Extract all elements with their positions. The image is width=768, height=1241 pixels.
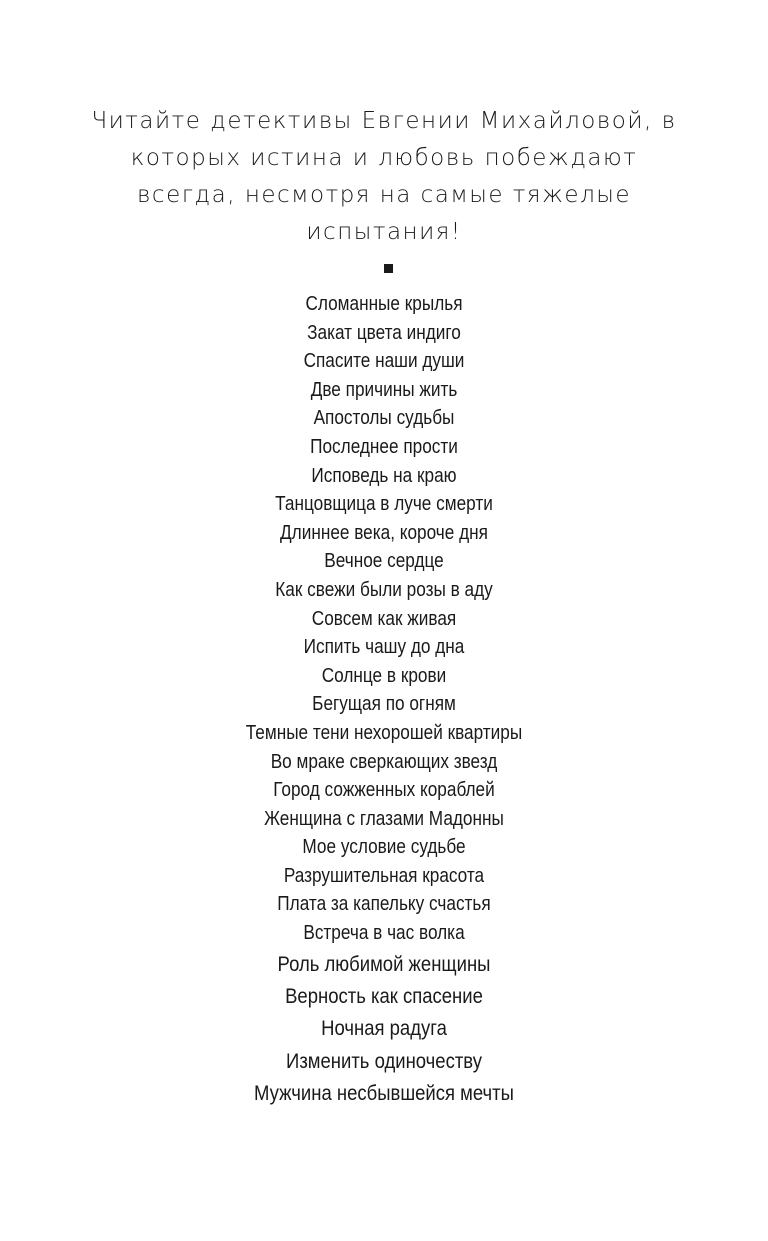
intro-line: Читайте детективы Евгении Михайловой, в [91, 108, 677, 134]
book-title: Роль любимой женщины [277, 951, 491, 976]
book-title: Ночная радуга [321, 1016, 447, 1041]
book-title: Темные тени нехорошей квартиры [245, 721, 523, 744]
book-title: Танцовщица в луче смерти [275, 493, 493, 516]
book-title: Испить чашу до дна [303, 636, 465, 659]
book-title: Две причины жить [310, 378, 458, 401]
book-title: Закат цвета индиго [307, 321, 461, 344]
square-bullet-icon [384, 264, 393, 273]
book-title: Женщина с глазами Мадонны [264, 807, 504, 830]
book-title: Вечное сердце [324, 550, 444, 573]
intro-line: испытания! [306, 219, 462, 245]
book-title: Разрушительная красота [283, 864, 485, 887]
book-title: Верность как спасение [285, 984, 483, 1009]
book-title: Город сожженных кораблей [273, 779, 495, 802]
intro-line: которых истина и любовь побеждают [130, 145, 638, 171]
book-title: Апостолы судьбы [313, 407, 455, 430]
book-title: Исповедь на краю [311, 464, 457, 487]
book-title: Бегущая по огням [312, 693, 456, 716]
book-title: Спасите наши души [303, 350, 465, 373]
book-titles-list [0, 290, 768, 1110]
book-title: Длиннее века, короче дня [280, 521, 488, 544]
intro-line: всегда, несмотря на самые тяжелые [136, 182, 632, 208]
book-title: Совсем как живая [311, 607, 457, 630]
book-title: Изменить одиночеству [286, 1048, 482, 1073]
book-title: Сломанные крылья [305, 293, 463, 315]
book-title: Как свежи были розы в аду [275, 578, 493, 601]
book-title: Встреча в час волка [303, 922, 465, 945]
book-title: Последнее прости [310, 435, 458, 458]
book-title: Во мраке сверкающих звезд [270, 750, 498, 773]
book-title: Плата за капельку счастья [277, 893, 491, 916]
intro-paragraph [0, 103, 768, 251]
book-title: Солнце в крови [321, 664, 447, 687]
book-title: Мое условие судьбе [302, 836, 466, 859]
book-title: Мужчина несбывшейся мечты [254, 1081, 514, 1106]
